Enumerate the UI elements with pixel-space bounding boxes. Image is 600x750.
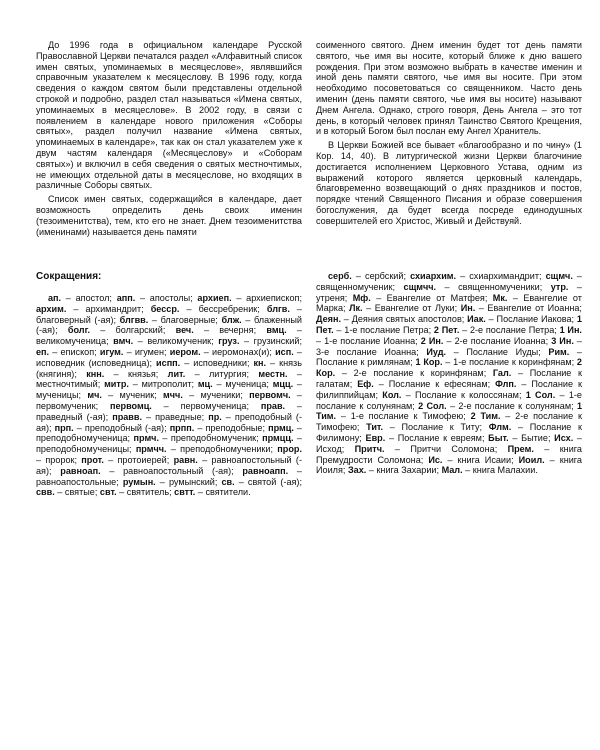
abbreviation-term: апп. xyxy=(116,293,136,303)
abbreviation-meaning: схиархимандрит xyxy=(469,271,539,281)
abbreviation-meaning: Послание к галатам xyxy=(316,368,582,389)
abbreviation-term: свт. xyxy=(99,487,117,498)
abbreviation-meaning: Послание к римлянам xyxy=(316,357,411,368)
intro-paragraph: соименного святого. Днем именин будет тот день памяти святого, чье имя вы носите, который ближе к дню вашего рождения. При этом возможно выбрать в качестве именин и иной день памяти святого, чье имя вы носите. При этом необходимо посоветоваться со священником. Часто день именин (день памяти святого, чье имя вы носите) называют Днем Ангела. Однако, строго говоря, День Ангела – это тот день, в который человек принял Таинство Святого Крещения, и в который Богом был послан ему Ангел Хранитель. xyxy=(316,40,582,137)
abbreviation-meaning: Бытие xyxy=(521,432,548,443)
abbreviation-term: 2 Кор. xyxy=(316,357,582,379)
abbreviation-entry: Прем. – книга Премудрости Соломона; xyxy=(316,443,582,465)
abbreviation-meaning: архиепископ xyxy=(246,293,300,303)
abbreviation-term: лит. xyxy=(167,368,186,379)
intro-left-column xyxy=(36,40,302,240)
abbreviation-entry: еп. – епископ; xyxy=(36,346,100,357)
abbreviation-meaning: мученицы xyxy=(36,390,79,401)
abbreviation-entry: блгв. – благоверный (-ая); xyxy=(36,303,302,325)
abbreviation-meaning: князь (княгиня) xyxy=(36,357,302,379)
abbreviation-meaning: литургия xyxy=(208,368,247,379)
abbreviation-meaning: Послание к филиппийцам xyxy=(316,378,582,400)
abbreviation-meaning: грузинский xyxy=(253,336,300,347)
abbreviation-meaning: Притчи Соломона xyxy=(410,443,495,454)
abbreviations-list xyxy=(36,293,302,498)
abbreviation-term: бесср. xyxy=(150,303,180,314)
abbreviation-term: Исх. xyxy=(554,432,574,443)
abbreviation-meaning: святители xyxy=(205,487,249,498)
abbreviation-meaning: Послание к ефесянам xyxy=(388,378,488,389)
abbreviation-term: равноапп. xyxy=(242,465,289,476)
abbreviation-term: веч. xyxy=(175,325,194,336)
abbreviation-meaning: апостолы xyxy=(149,293,191,303)
abbreviation-entry: сщмч. – священномученик; xyxy=(316,271,582,292)
abbreviation-term: кнн. xyxy=(86,368,105,379)
abbreviation-entry: 2 Сол. – 2-е послание к солунянам; xyxy=(418,400,577,411)
abbreviation-entry: Флп. – Послание к филиппийцам; xyxy=(316,378,582,400)
abbreviation-entry: Притч. – Притчи Соломона; xyxy=(354,443,508,454)
abbreviation-term: прот. xyxy=(81,454,104,465)
abbreviation-term: испп. xyxy=(156,357,181,368)
abbreviation-meaning: 2-е послание к коринфянам xyxy=(353,368,484,379)
abbreviation-entry: митр. – митрополит; xyxy=(104,379,198,390)
abbreviation-entry: бесср. – бессребреник; xyxy=(150,303,267,314)
abbreviation-term: Деян. xyxy=(316,314,341,325)
abbreviation-term: равн. xyxy=(173,454,198,465)
abbreviation-entry: 2 Пет. – 2-е послание Петра; xyxy=(433,324,560,335)
abbreviation-entry: 1 Тим. – 1-е послание к Тимофею; xyxy=(316,400,582,422)
abbreviation-meaning: священномученик xyxy=(316,281,393,292)
abbreviation-entry: испп. – исповедники; xyxy=(156,357,254,368)
abbreviation-entry: румын. – румынский; xyxy=(122,476,222,487)
abbreviation-term: местн. xyxy=(258,368,288,379)
abbreviation-entry: равноап. – равноапостольный (-ая); xyxy=(60,465,243,476)
abbreviation-term: свв. xyxy=(36,487,55,498)
abbreviation-term: прмчч. xyxy=(135,444,167,455)
abbreviation-term: 1 Пет. xyxy=(316,314,582,335)
abbreviation-entry: первомч. – первомученик; xyxy=(36,390,302,411)
abbreviation-meaning: 2-е послание Иоанна xyxy=(454,335,546,346)
abbreviation-meaning: 2-е послание к Тимофею xyxy=(316,411,582,433)
abbreviation-entry: блж. – блаженный (-ая); xyxy=(36,314,302,336)
abbreviation-meaning: исповедник (исповедница) xyxy=(36,357,150,368)
abbreviation-meaning: мученица xyxy=(225,379,267,390)
abbreviation-term: прмч. xyxy=(133,433,159,444)
abbreviation-meaning: Послание к евреям xyxy=(397,432,482,443)
abbreviation-meaning: преподобномученики xyxy=(180,444,271,455)
abbreviation-meaning: святые xyxy=(64,487,95,498)
abbreviation-entry: Рим. – Послание к римлянам; xyxy=(316,346,582,368)
abbreviation-meaning: 1-е послание Иоанна xyxy=(324,335,416,346)
abbreviation-term: архим. xyxy=(36,303,67,314)
intro-right-column xyxy=(316,40,582,230)
abbreviation-term: архиеп. xyxy=(197,293,232,303)
abbreviation-term: первомц. xyxy=(109,400,152,411)
abbreviation-meaning: иеромонах(и) xyxy=(212,346,270,357)
abbreviation-meaning: мученики xyxy=(200,390,241,401)
abbreviation-term: Иуд. xyxy=(426,346,447,357)
abbreviation-term: серб. xyxy=(328,271,352,281)
abbreviation-entry: исп. – исповедник (исповедница); xyxy=(36,346,302,368)
abbreviation-term: первомч. xyxy=(249,390,291,401)
abbreviation-term: правв. xyxy=(112,411,143,422)
abbreviation-meaning: утреня xyxy=(316,292,345,303)
abbreviation-term: Прем. xyxy=(507,443,534,454)
abbreviation-term: Кол. xyxy=(382,389,402,400)
abbreviation-meaning: сербский xyxy=(365,271,404,281)
abbreviation-entry: Мал. – книга Малахии. xyxy=(441,465,538,476)
abbreviation-entry: Мк. – Евангелие от Марка; xyxy=(316,292,582,314)
abbreviation-meaning: пророк xyxy=(45,454,75,465)
abbreviation-term: прав. xyxy=(260,400,286,411)
abbreviation-entry: 1 Кор. – 1-е послание к коринфянам; xyxy=(415,357,577,368)
abbreviation-entry: прав. – праведный (-ая); xyxy=(36,400,302,422)
abbreviation-entry: Деян. – Деяния святых апостолов; xyxy=(316,314,468,325)
abbreviation-entry: мц. – мученица; xyxy=(197,379,273,390)
abbreviation-term: Флм. xyxy=(488,422,512,433)
abbreviation-entry: кнн. – князья; xyxy=(86,368,168,379)
abbreviation-term: вмц. xyxy=(266,325,287,336)
abbreviation-entry: Быт. – Бытие; xyxy=(488,432,555,443)
abbreviation-meaning: преподобные xyxy=(205,422,263,433)
abbreviations-heading: Сокращения: xyxy=(36,271,102,282)
abbreviation-term: прпп. xyxy=(169,422,195,433)
abbreviation-term: Мф. xyxy=(352,292,371,303)
abbreviation-term: блж. xyxy=(221,314,242,325)
abbreviation-entry: архим. – архимандрит; xyxy=(36,303,151,314)
abbreviation-entry: первомц. – первомученица; xyxy=(109,400,261,411)
abbreviation-term: Мк. xyxy=(492,292,508,303)
abbreviation-term: Иоил. xyxy=(518,454,545,465)
intro-paragraph: До 1996 года в официальном календаре Русской Православной Церкви печатался раздел «Алфавитный список имен святых, упоминаемых в месяцеслове», являвшийся справочным указателем к месяцеслову. В 1996 году, когда сведения о каждом святом были представлены отдельной строкой и подробно, раздел стал называться «Имена святых, упоминаемых в месяцеслове». В 2002 году, в связи с появлением в календаре нового приложения «Соборы святых», раздел получил название «Имена святых, упоминаемых в календаре», так как он стал указателем уже к двум частям календаря («Месяцеслову» и «Соборам святых») и включил в себя сведения о святых местночтимых, не имеющих отдельной даты в месяцеслове, но входящих в различные Соборы святых. xyxy=(36,40,302,191)
abbreviation-entry: правв. – праведные; xyxy=(112,411,209,422)
abbreviation-entry: мцц. – мученицы; xyxy=(36,379,302,401)
abbreviation-entry: апп. – апостолы; xyxy=(116,293,198,303)
abbreviation-term: 1 Тим. xyxy=(316,400,582,422)
abbreviation-term: равноап. xyxy=(60,465,101,476)
abbreviation-meaning: равноапостольный (-ая) xyxy=(123,465,232,476)
abbreviation-entry: Евр. – Послание к евреям; xyxy=(365,432,489,443)
abbreviation-meaning: преподобномученицы xyxy=(36,444,130,455)
abbreviation-meaning: преподобный (-ая) xyxy=(36,411,302,433)
abbreviation-meaning: Евангелие от Матфея xyxy=(386,292,485,303)
abbreviation-meaning: Послание к колоссянам xyxy=(415,389,519,400)
abbreviation-meaning: Послание к Филимону xyxy=(316,422,582,443)
abbreviation-meaning: апостол xyxy=(75,293,110,303)
abbreviation-meaning: 1-е послание к солунянам xyxy=(316,389,582,411)
abbreviation-term: 2 Ин. xyxy=(420,335,444,346)
abbreviation-term: игум. xyxy=(99,346,124,357)
abbreviation-meaning: преподобномученик xyxy=(170,433,257,444)
abbreviation-term: румын. xyxy=(122,476,156,487)
abbreviation-term: прмцц. xyxy=(262,433,294,444)
abbreviation-entry: прот. – протоиерей; xyxy=(81,454,174,465)
abbreviation-entry: прмчч. – преподобномученики; xyxy=(135,444,278,455)
abbreviation-term: Притч. xyxy=(354,443,385,454)
abbreviation-term: 2 Тим. xyxy=(470,411,501,422)
abbreviation-meaning: мученик xyxy=(119,390,155,401)
abbreviation-term: Быт. xyxy=(488,432,509,443)
abbreviation-term: 1 Ин. xyxy=(559,324,582,335)
abbreviation-entry: сщмчч. – священномученики; xyxy=(403,281,551,292)
abbreviation-term: пр. xyxy=(208,411,222,422)
abbreviations-list xyxy=(316,271,582,476)
abbreviation-term: мч. xyxy=(87,390,102,401)
abbreviation-term: исп. xyxy=(275,346,294,357)
abbreviation-entry: груз. – грузинский; xyxy=(218,336,302,347)
abbreviation-meaning: книга Премудрости Соломона xyxy=(316,443,582,465)
abbreviation-meaning: епископ xyxy=(60,346,95,357)
abbreviation-meaning: 1-е послание к коринфянам xyxy=(453,357,572,368)
abbreviation-meaning: вечерня xyxy=(219,325,254,336)
abbreviation-term: прп. xyxy=(54,422,74,433)
abbreviation-term: Ис. xyxy=(428,454,443,465)
abbreviation-term: Гал. xyxy=(492,368,512,379)
abbreviations-left-column xyxy=(36,293,302,501)
abbreviation-entry: болг. – болгарский; xyxy=(67,325,176,336)
abbreviation-meaning: архимандрит xyxy=(85,303,142,314)
abbreviation-entry: Зах. – книга Захарии; xyxy=(347,465,442,476)
abbreviation-meaning: первомученик xyxy=(36,400,96,411)
abbreviation-meaning: Послание Иуды xyxy=(466,346,539,357)
abbreviation-meaning: Евангелие от Марка xyxy=(316,292,582,314)
abbreviation-entry: вмц. – великомученица; xyxy=(36,325,302,347)
abbreviation-term: болг. xyxy=(67,325,90,336)
abbreviation-term: Рим. xyxy=(548,346,570,357)
abbreviation-term: Флп. xyxy=(495,378,517,389)
abbreviation-entry: 1 Пет. – 1-е послание Петра; xyxy=(316,314,582,335)
abbreviation-term: Иак. xyxy=(467,314,486,325)
abbreviation-term: 2 Пет. xyxy=(433,324,460,335)
abbreviation-entry: лит. – литургия; xyxy=(167,368,259,379)
abbreviation-meaning: Евангелие от Иоанна xyxy=(487,303,580,314)
abbreviation-term: прмц. xyxy=(268,422,294,433)
abbreviation-entry: Иуд. – Послание Иуды; xyxy=(426,346,549,357)
abbreviation-meaning: преподобный (-ая) xyxy=(84,422,165,433)
abbreviation-entry: Мф. – Евангелие от Матфея; xyxy=(352,292,493,303)
abbreviation-entry: Ис. – книга Исаии; xyxy=(428,454,519,465)
abbreviation-meaning: протоиерей xyxy=(117,454,167,465)
abbreviation-entry: равноапп. – равноапостольные; xyxy=(36,465,302,487)
abbreviation-meaning: равноапостольный (-ая) xyxy=(36,454,302,476)
abbreviation-entry: Иак. – Послание Иакова; xyxy=(467,314,577,325)
abbreviation-term: мц. xyxy=(197,379,213,390)
abbreviation-term: ап. xyxy=(48,293,62,303)
abbreviation-meaning: 1-е послание Петра xyxy=(344,324,429,335)
abbreviation-term: утр. xyxy=(550,281,569,292)
abbreviation-term: Еф. xyxy=(357,378,374,389)
abbreviation-meaning: Деяния святых апостолов xyxy=(351,314,462,325)
abbreviation-term: груз. xyxy=(218,336,240,347)
abbreviation-entry: Исх. – Исход; xyxy=(316,432,582,454)
abbreviation-term: вмч. xyxy=(113,336,134,347)
abbreviation-entry: прмцц. – преподобномученицы; xyxy=(36,433,302,455)
abbreviation-entry: прмч. – преподобномученик; xyxy=(133,433,263,444)
abbreviation-entry: утр. – утреня; xyxy=(316,281,582,303)
abbreviation-entry: 2 Ин. – 2-е послание Иоанна; xyxy=(420,335,552,346)
abbreviation-meaning: святой (-ая) xyxy=(247,476,300,487)
abbreviation-entry: пр. – преподобный (-ая); xyxy=(36,411,302,433)
abbreviation-entry: кн. – князь (княгиня); xyxy=(36,357,302,379)
abbreviation-meaning: равноапостольные xyxy=(36,476,117,487)
abbreviation-entry: местн. – местночтимый; xyxy=(36,368,302,390)
abbreviation-term: 2 Сол. xyxy=(418,400,447,411)
abbreviation-term: сщмч. xyxy=(545,271,573,281)
abbreviation-entry: свт. – святитель; xyxy=(99,487,175,498)
abbreviation-entry: блгвв. – благоверные; xyxy=(119,314,222,325)
abbreviation-term: Ин. xyxy=(460,303,476,314)
abbreviation-term: Лк. xyxy=(349,303,363,314)
abbreviation-term: св. xyxy=(221,476,235,487)
abbreviation-entry: прп. – преподобный (-ая); xyxy=(54,422,170,433)
abbreviation-term: мчч. xyxy=(163,390,183,401)
abbreviation-meaning: Послание Иакова xyxy=(496,314,572,325)
abbreviation-meaning: болгарский xyxy=(115,325,163,336)
abbreviation-meaning: книга Захарии xyxy=(376,465,437,476)
abbreviation-term: Тит. xyxy=(366,422,384,433)
abbreviation-entry: Ин. – Евангелие от Иоанна; xyxy=(460,303,582,314)
abbreviation-meaning: праведные xyxy=(155,411,202,422)
abbreviation-meaning: преподобномученица xyxy=(36,433,128,444)
abbreviation-entry: архиеп. – архиепископ; xyxy=(197,293,302,303)
abbreviations-right-column xyxy=(316,271,582,479)
abbreviation-term: Мал. xyxy=(441,465,463,476)
abbreviation-term: мцц. xyxy=(272,379,294,390)
abbreviation-term: еп. xyxy=(36,346,50,357)
abbreviation-entry: серб. – сербский; xyxy=(328,271,411,281)
abbreviation-meaning: 3-е послание Иоанна xyxy=(316,346,417,357)
abbreviation-entry: прмц. – преподобномученица; xyxy=(36,422,302,444)
abbreviation-entry: веч. – вечерня; xyxy=(175,325,267,336)
abbreviation-meaning: митрополит xyxy=(141,379,192,390)
abbreviation-meaning: 2-е послание Петра xyxy=(469,324,555,335)
abbreviation-entry: мчч. – мученики; xyxy=(163,390,250,401)
abbreviation-term: Зах. xyxy=(347,465,367,476)
abbreviation-meaning: блаженный (-ая) xyxy=(36,314,302,336)
abbreviation-entry: 2 Кор. – 2-е послание к коринфянам; xyxy=(316,357,582,379)
abbreviation-term: 1 Кор. xyxy=(415,357,443,368)
abbreviation-meaning: 1-е послание к Тимофею xyxy=(350,411,464,422)
abbreviation-meaning: книга Иоиля xyxy=(316,454,582,476)
abbreviation-term: блгвв. xyxy=(119,314,149,325)
abbreviation-entry: прпп. – преподобные; xyxy=(169,422,269,433)
abbreviation-entry: схиархим. – схиархимандрит; xyxy=(410,271,546,281)
abbreviation-term: Евр. xyxy=(365,432,386,443)
abbreviation-meaning: великомученик xyxy=(147,336,212,347)
abbreviation-entry: равн. – равноапостольный (-ая); xyxy=(36,454,302,476)
abbreviation-entry: Еф. – Послание к ефесянам; xyxy=(357,378,496,389)
abbreviation-meaning: князья xyxy=(128,368,156,379)
abbreviation-meaning: священномученики xyxy=(458,281,540,292)
intro-paragraph: В Церкви Божией все бывает «благообразно и по чину» (1 Кор. 14, 40). В литургической жизни Церкви благочиние достигается исполнением Церковного Устава, одним из выражений которого является церковный календарь, благовременно возвещающий о днях праздников и постов, порядке чтений Священного Писания и образе совершения богослужения, да будет всегда посреде единодушных совершителей его Христос, Живый и Действуяй. xyxy=(316,140,582,226)
abbreviation-meaning: игумен xyxy=(134,346,165,357)
abbreviation-term: прор. xyxy=(277,444,302,455)
abbreviation-term: сщмчч. xyxy=(403,281,437,292)
abbreviation-meaning: святитель xyxy=(126,487,170,498)
abbreviation-entry: игум. – игумен; xyxy=(99,346,170,357)
abbreviation-meaning: исповедники xyxy=(193,357,247,368)
abbreviation-entry: 3 Ин. – 3-е послание Иоанна; xyxy=(316,335,582,357)
abbreviation-entry: Флм. – Послание к Филимону; xyxy=(316,422,582,443)
abbreviation-entry: Тит. – Послание к Титу; xyxy=(366,422,489,433)
abbreviation-meaning: благоверные xyxy=(160,314,216,325)
abbreviation-term: блгв. xyxy=(266,303,290,314)
abbreviation-meaning: первомученица xyxy=(180,400,247,411)
abbreviation-entry: Лк. – Евангелие от Луки; xyxy=(349,303,461,314)
abbreviation-meaning: бессребреник xyxy=(198,303,258,314)
abbreviation-meaning: книга Исаии xyxy=(457,454,512,465)
abbreviation-entry: Гал. – Послание к галатам; xyxy=(316,368,582,389)
abbreviation-meaning: 2-е послание к солунянам xyxy=(458,400,572,411)
abbreviation-meaning: книга Малахии xyxy=(472,465,536,476)
abbreviation-meaning: праведный (-ая) xyxy=(36,411,106,422)
abbreviation-entry: вмч. – великомученик; xyxy=(113,336,219,347)
abbreviation-entry: свтт. – святители. xyxy=(174,487,251,498)
abbreviation-entry: св. – святой (-ая); xyxy=(221,476,302,487)
abbreviation-entry: прор. – пророк; xyxy=(36,444,302,465)
abbreviation-entry: свв. – святые; xyxy=(36,487,100,498)
abbreviation-entry: 2 Тим. – 2-е послание к Тимофею; xyxy=(316,411,582,433)
abbreviation-entry: 1 Ин. – 1-е послание Иоанна; xyxy=(316,324,582,346)
abbreviation-meaning: благоверный (-ая) xyxy=(36,314,114,325)
abbreviation-meaning: Исход xyxy=(316,443,342,454)
abbreviation-term: 1 Сол. xyxy=(525,389,556,400)
abbreviation-entry: Иоил. – книга Иоиля; xyxy=(316,454,582,476)
abbreviation-term: 3 Ин. xyxy=(551,335,574,346)
abbreviation-entry: иером. – иеромонах(и); xyxy=(169,346,276,357)
abbreviation-term: схиархим. xyxy=(410,271,457,281)
abbreviation-meaning: Послание к Титу xyxy=(401,422,480,433)
abbreviation-meaning: румынский xyxy=(168,476,215,487)
abbreviation-meaning: местночтимый xyxy=(36,379,98,390)
abbreviation-entry: Кол. – Послание к колоссянам; xyxy=(382,389,526,400)
abbreviation-term: иером. xyxy=(169,346,201,357)
abbreviation-entry: ап. – апостол; xyxy=(48,293,117,303)
abbreviation-term: свтт. xyxy=(174,487,196,498)
abbreviation-meaning: великомученица xyxy=(36,336,107,347)
abbreviation-term: кн. xyxy=(253,357,267,368)
abbreviation-entry: мч. – мученик; xyxy=(87,390,164,401)
abbreviation-term: митр. xyxy=(104,379,129,390)
abbreviation-entry: 1 Сол. – 1-е послание к солунянам; xyxy=(316,389,582,411)
abbreviation-meaning: Евангелие от Луки xyxy=(374,303,455,314)
intro-paragraph: Список имен святых, содержащийся в календаре, дает возможность определить день своих именин (тезоименитства), тем, кто его не знает. Днем тезоименитства (именинами) называется день памяти xyxy=(36,194,302,237)
